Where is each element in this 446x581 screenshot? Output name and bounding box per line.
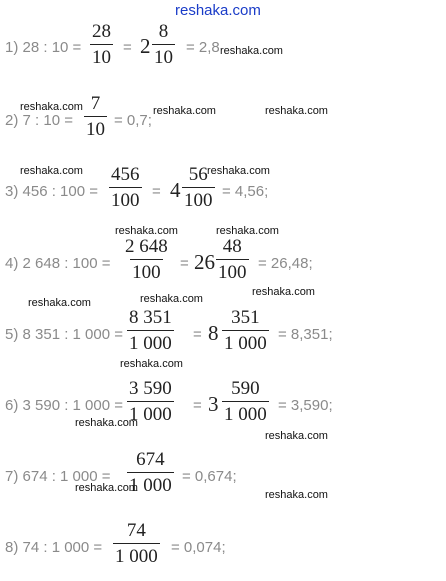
equals-sign: = bbox=[123, 39, 132, 56]
line-2-result: = 0,7; bbox=[114, 112, 152, 129]
watermark: reshaka.com bbox=[252, 286, 315, 298]
watermark: reshaka.com bbox=[20, 165, 83, 177]
watermark: reshaka.com bbox=[265, 105, 328, 117]
watermark: reshaka.com bbox=[216, 225, 279, 237]
equals-sign: = bbox=[152, 183, 161, 200]
line-1-label: 1) 28 : 10 = bbox=[5, 39, 82, 56]
line-6-result: = 3,590; bbox=[278, 397, 333, 414]
line-7-result: = 0,674; bbox=[182, 468, 237, 485]
equals-sign: = bbox=[193, 397, 202, 414]
numerator: 674 bbox=[136, 449, 165, 470]
numerator: 56 bbox=[188, 164, 208, 185]
line-3-label: 3) 456 : 100 = bbox=[5, 183, 98, 200]
line-1-mixed-fraction bbox=[152, 22, 175, 67]
line-5-whole: 8 bbox=[208, 321, 219, 345]
line-8-fraction bbox=[113, 521, 160, 566]
header-watermark: reshaka.com bbox=[175, 2, 261, 19]
line-6-label: 6) 3 590 : 1 000 = bbox=[5, 397, 124, 414]
numerator: 8 bbox=[158, 21, 169, 42]
numerator: 2 648 bbox=[125, 236, 168, 257]
numerator: 590 bbox=[231, 378, 260, 399]
line-1-result: = 2,8 bbox=[186, 39, 220, 56]
watermark: reshaka.com bbox=[207, 165, 270, 177]
line-1-fraction bbox=[90, 22, 113, 67]
numerator: 7 bbox=[90, 93, 101, 114]
denominator: 10 bbox=[84, 116, 107, 139]
line-5-label: 5) 8 351 : 1 000 = bbox=[5, 326, 124, 343]
watermark: reshaka.com bbox=[140, 293, 203, 305]
line-2-fraction bbox=[84, 94, 107, 139]
line-3-whole: 4 bbox=[170, 178, 181, 202]
numerator: 48 bbox=[222, 236, 242, 257]
watermark: reshaka.com bbox=[265, 489, 328, 501]
denominator: 100 bbox=[216, 259, 249, 282]
line-8-result: = 0,074; bbox=[171, 539, 226, 556]
watermark: reshaka.com bbox=[20, 101, 83, 113]
line-4-mixed-fraction bbox=[216, 237, 249, 282]
denominator: 10 bbox=[90, 44, 113, 67]
watermark: reshaka.com bbox=[75, 417, 138, 429]
watermark: reshaka.com bbox=[115, 225, 178, 237]
denominator: 100 bbox=[130, 259, 163, 282]
watermark: reshaka.com bbox=[28, 297, 91, 309]
equals-sign: = bbox=[180, 255, 189, 272]
line-5-mixed-fraction bbox=[222, 308, 269, 353]
denominator: 1 000 bbox=[127, 330, 174, 353]
denominator: 1 000 bbox=[222, 401, 269, 424]
denominator: 100 bbox=[182, 187, 215, 210]
numerator: 351 bbox=[231, 307, 260, 328]
equals-sign: = bbox=[193, 326, 202, 343]
line-6-mixed-fraction bbox=[222, 379, 269, 424]
denominator: 1 000 bbox=[222, 330, 269, 353]
numerator: 8 351 bbox=[129, 307, 172, 328]
line-4-label: 4) 2 648 : 100 = bbox=[5, 255, 111, 272]
line-2-label: 2) 7 : 10 = bbox=[5, 112, 73, 129]
line-4-whole: 26 bbox=[194, 250, 215, 274]
line-7-label: 7) 674 : 1 000 = bbox=[5, 468, 111, 485]
numerator: 3 590 bbox=[129, 378, 172, 399]
line-1-whole: 2 bbox=[140, 34, 151, 58]
line-4-result: = 26,48; bbox=[258, 255, 313, 272]
watermark: reshaka.com bbox=[220, 45, 283, 57]
line-5-result: = 8,351; bbox=[278, 326, 333, 343]
denominator: 10 bbox=[152, 44, 175, 67]
denominator: 1 000 bbox=[127, 472, 174, 495]
denominator: 1 000 bbox=[113, 543, 160, 566]
watermark: reshaka.com bbox=[120, 358, 183, 370]
watermark: reshaka.com bbox=[75, 482, 138, 494]
numerator: 28 bbox=[92, 21, 111, 42]
watermark: reshaka.com bbox=[153, 105, 216, 117]
line-3-fraction bbox=[109, 165, 142, 210]
line-8-label: 8) 74 : 1 000 = bbox=[5, 539, 103, 556]
line-5-fraction bbox=[127, 308, 174, 353]
numerator: 456 bbox=[111, 164, 140, 185]
line-6-whole: 3 bbox=[208, 392, 219, 416]
line-3-result: = 4,56; bbox=[222, 183, 269, 200]
line-4-fraction bbox=[123, 237, 170, 282]
watermark: reshaka.com bbox=[265, 430, 328, 442]
denominator: 1 000 bbox=[127, 401, 174, 424]
denominator: 100 bbox=[109, 187, 142, 210]
numerator: 74 bbox=[126, 520, 146, 541]
